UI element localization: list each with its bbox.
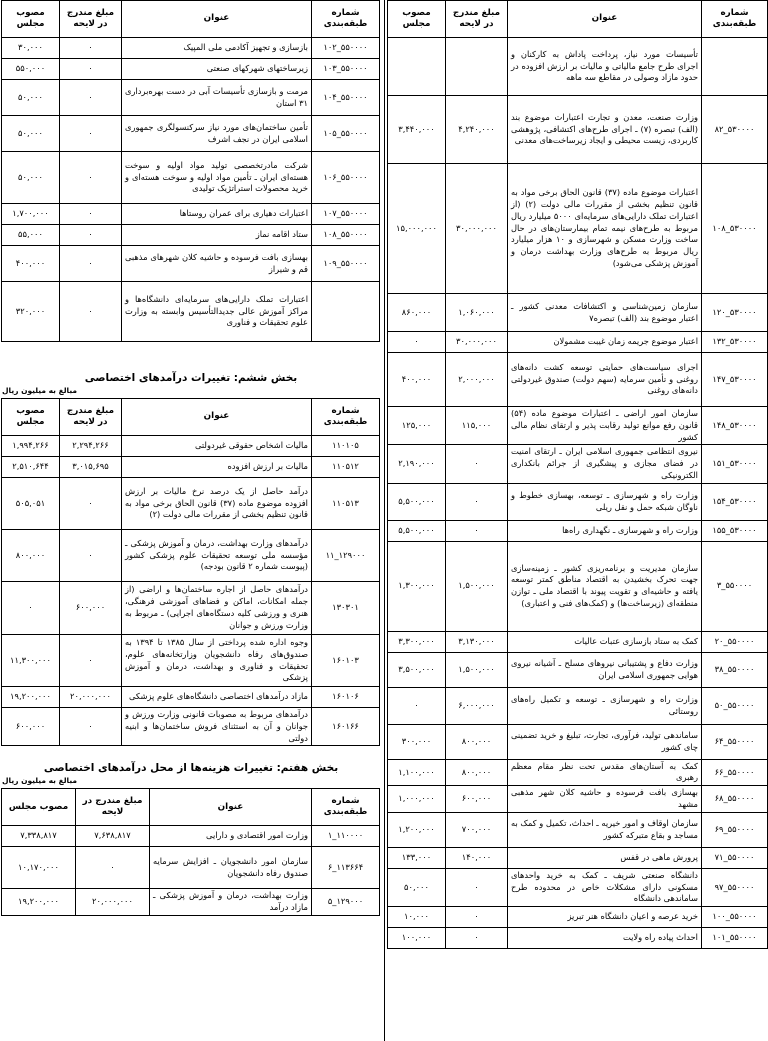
table-row — [2, 80, 380, 116]
cell-code: ۵۵۰۰۰۰_۶۸ — [702, 786, 768, 813]
cell-bill: ۷,۶۳۸,۸۱۷ — [76, 826, 150, 847]
cell-bill: ۳۰,۰۰۰,۰۰۰ — [446, 164, 508, 294]
header-bill: مبلغ مندرج در لایحه — [60, 1, 122, 38]
cell-code: ۵۳۰۰۰۰_۱۲۰ — [702, 294, 768, 332]
cell-title: کمک به ستاد بازسازی عتبات عالیات — [508, 631, 702, 652]
table-row — [2, 152, 380, 204]
cell-approved: ۵,۵۰۰,۰۰۰ — [388, 520, 446, 541]
cell-title: اعتبارات موضوع ماده (۳۷) قانون الحاق برخی مواد به قانون تنظیم بخشی از مقررات مالی دولت (۲) (از اعتبارات تملک دارایی‌های سرمایه‌ای ۵۰۰۰ میلیارد ریال مربوط به طرح‌های نیمه تمام بیمارستان‌های در حال ساخت وزارت مسکن و شهرسازی و ۱۰ هزار میلیارد ریال مربوط به طرح‌های وزارت بهداشت درمان و آموزش پزشکی می‌شود) — [508, 164, 702, 294]
cell-bill — [446, 38, 508, 96]
cell-code: ۵۵۰۰۰۰_۶۴ — [702, 724, 768, 759]
header-code: شماره طبقه‌بندی — [312, 789, 380, 826]
cell-bill: ۰ — [60, 225, 122, 246]
cell-bill: ۰ — [60, 80, 122, 116]
cell-approved: ۶۰۰,۰۰۰ — [2, 708, 60, 746]
cell-title: وجوه اداره شده پرداختی از سال ۱۳۸۵ تا ۱۳۹۴ به صندوق‌های رفاه دانشجویان وزارتخانه‌های علوم، تحقیقات و فناوری و بهداشت، درمان و آموزش پزشکی — [122, 635, 312, 687]
table-row — [2, 635, 380, 687]
cell-code: ۵۵۰۰۰۰_۹۷ — [702, 868, 768, 906]
cell-bill: ۲,۰۰۰,۰۰۰ — [446, 353, 508, 407]
cell-bill: ۰ — [446, 445, 508, 483]
header-bill: مبلغ مندرج در لایحه — [446, 1, 508, 38]
cell-approved: ۵۰,۰۰۰ — [2, 152, 60, 204]
cell-bill: ۶۰۰,۰۰۰ — [446, 786, 508, 813]
section7-title: بخش هفتم: تغییرات هزینه‌ها از محل درآمدهای اختصاصی — [43, 762, 339, 775]
table-header — [2, 789, 380, 826]
cell-bill: ۳,۰۱۵,۶۹۵ — [60, 457, 122, 478]
cell-bill: ۰ — [446, 868, 508, 906]
cell-code: ۱۶۰۱۰۶ — [312, 687, 380, 708]
cell-code: ۵۵۰۰۰۰_۶۶ — [702, 759, 768, 786]
table-row — [2, 530, 380, 582]
table-row — [388, 353, 768, 407]
header-title: عنوان — [508, 1, 702, 38]
table-row — [388, 907, 768, 928]
cell-approved: ۳,۴۴۰,۰۰۰ — [388, 96, 446, 164]
cell-code: ۵۵۰۰۰۰_۱۰۷ — [312, 204, 380, 225]
cell-bill: ۶,۰۰۰,۰۰۰ — [446, 687, 508, 724]
cell-bill: ۸۰۰,۰۰۰ — [446, 759, 508, 786]
cell-code: ۱۲۹۰۰۰_۱۱ — [312, 530, 380, 582]
cell-title: وزارت راه و شهرسازی ـ توسعه و تکمیل راه‌های روستائی — [508, 687, 702, 724]
cell-bill: ۰ — [60, 59, 122, 80]
table-row — [388, 847, 768, 868]
cell-approved: ۱۰,۰۰۰ — [388, 907, 446, 928]
table-row — [2, 708, 380, 746]
cell-title: درآمدهای حاصل از اجاره ساختمان‌ها و اراضی (از جمله امکانات، اماکن و فضاهای آموزشی فرهنگی، هنری و ورزشی کلیه دستگاه‌های اجرایی) ـ مربوط به وزارت ورزش و جوانان — [122, 582, 312, 635]
table-body — [2, 826, 380, 916]
header-approved: مصوب مجلس — [388, 1, 446, 38]
header-approved: مصوب مجلس — [2, 399, 60, 436]
cell-title: بهسازی بافت فرسوده و حاشیه کلان شهر مذهبی مشهد — [508, 786, 702, 813]
cell-code: ۵۵۰۰۰۰_۱۰۵ — [312, 116, 380, 152]
table-row — [2, 478, 380, 530]
table-row — [2, 847, 380, 889]
cell-code: ۵۵۰۰۰۰_۱۰۸ — [312, 225, 380, 246]
table-row — [2, 246, 380, 282]
cell-bill: ۱۱۵,۰۰۰ — [446, 407, 508, 445]
cell-bill: ۰ — [60, 708, 122, 746]
cell-title: کمک به آستان‌های مقدس تحت نظر مقام معظم رهبری — [508, 759, 702, 786]
cell-bill: ۱,۰۶۰,۰۰۰ — [446, 294, 508, 332]
table-row — [388, 687, 768, 724]
table-row — [2, 38, 380, 59]
cell-title: درآمدهای مربوط به مصوبات قانونی وزارت ورزش و جوانان و آن به استثنای فروش ساختمان‌ها و ابنیه دولتی — [122, 708, 312, 746]
cell-title: وزارت بهداشت، درمان و آموزش پزشکی ـ مازاد درآمد — [150, 889, 312, 916]
table-row — [2, 225, 380, 246]
cell-bill: ۰ — [446, 520, 508, 541]
cell-title: مازاد درآمدهای اختصاصی دانشگاه‌های علوم پزشکی — [122, 687, 312, 708]
cell-approved: ۱,۳۰۰,۰۰۰ — [388, 541, 446, 631]
cell-title: وزارت راه و شهرسازی ـ نگهداری راه‌ها — [508, 520, 702, 541]
cell-code: ۵۵۰۰۰۰_۶۹ — [702, 812, 768, 847]
table-row — [388, 812, 768, 847]
table-body — [2, 38, 380, 342]
cell-title: درآمدهای وزارت بهداشت، درمان و آموزش پزشکی ـ مؤسسه ملی توسعه تحقیقات علوم پزشکی کشور (پیوست شماره ۲ قانون بودجه) — [122, 530, 312, 582]
table-row — [2, 116, 380, 152]
cell-title: ساماندهی تولید، فرآوری، تجارت، تبلیغ و خرید تضمینی چای کشور — [508, 724, 702, 759]
cell-code: ۱۶۰۱۶۶ — [312, 708, 380, 746]
cell-bill: ۰ — [446, 483, 508, 520]
cell-code: ۱۱۰۵۱۲ — [312, 457, 380, 478]
cell-code: ۵۵۰۰۰۰_۱۰۱ — [702, 928, 768, 949]
left-column — [2, 0, 380, 916]
cell-bill: ۰ — [60, 204, 122, 225]
budget-table-left-top — [1, 0, 380, 342]
table-row — [2, 282, 380, 342]
cell-title: شرکت مادرتخصصی تولید مواد اولیه و سوخت هسته‌ای ایران ـ تأمین مواد اولیه و سوخت هسته‌ای و خرید محصولات استراتژیک تولیدی — [122, 152, 312, 204]
cell-title: سازمان اوقاف و امور خیریه ـ احداث، تکمیل و کمک به مساجد و بقاع متبرکه کشور — [508, 812, 702, 847]
table-body — [2, 436, 380, 746]
header-title: عنوان — [150, 789, 312, 826]
cell-approved: ۱,۱۰۰,۰۰۰ — [388, 759, 446, 786]
table-row — [388, 759, 768, 786]
table-body — [388, 38, 768, 949]
cell-bill: ۶۰۰,۰۰۰ — [60, 582, 122, 635]
cell-approved: ۲,۱۹۰,۰۰۰ — [388, 445, 446, 483]
cell-bill: ۰ — [60, 116, 122, 152]
cell-approved: ۱۹,۲۰۰,۰۰۰ — [2, 687, 60, 708]
cell-approved: ۵۰۵,۰۵۱ — [2, 478, 60, 530]
cell-approved: ۱,۰۰۰,۰۰۰ — [388, 786, 446, 813]
cell-approved: ۸۰۰,۰۰۰ — [2, 530, 60, 582]
cell-code — [702, 38, 768, 96]
right-column — [388, 0, 768, 949]
cell-code: ۵۳۰۰۰۰_۱۴۷ — [702, 353, 768, 407]
cell-code: ۵۵۰۰۰۰_۵۰ — [702, 687, 768, 724]
header-bill: مبلغ مندرج در لایحه — [60, 399, 122, 436]
cell-bill: ۴,۲۴۰,۰۰۰ — [446, 96, 508, 164]
section7-table — [1, 788, 380, 916]
cell-approved: ۸۶۰,۰۰۰ — [388, 294, 446, 332]
cell-code: ۵۵۰۰۰۰_۱۰۳ — [312, 59, 380, 80]
cell-title: خرید عرصه و اعیان دانشگاه هنر تبریز — [508, 907, 702, 928]
cell-approved: ۱۲۵,۰۰۰ — [388, 407, 446, 445]
table-row — [2, 457, 380, 478]
cell-title: وزارت امور اقتصادی و دارایی — [150, 826, 312, 847]
cell-title: بازسازی و تجهیز آکادمی ملی المپیک — [122, 38, 312, 59]
header-approved: مصوب مجلس — [2, 1, 60, 38]
header-title: عنوان — [122, 399, 312, 436]
cell-title: احداث پیاده راه ولایت — [508, 928, 702, 949]
table-row — [2, 582, 380, 635]
table-row — [388, 483, 768, 520]
cell-approved: ۱۱,۳۰۰,۰۰۰ — [2, 635, 60, 687]
header-approved: مصوب مجلس — [2, 789, 76, 826]
cell-bill: ۰ — [60, 635, 122, 687]
header-code: شماره طبقه‌بندی — [312, 1, 380, 38]
cell-code: ۱۱۰۵۱۳ — [312, 478, 380, 530]
cell-title: اعتبارات تملک دارایی‌های سرمایه‌ای دانشگاه‌ها و مراکز آموزش عالی جدیدالتأسیس وابسته به وزارت علوم تحقیقات و فناوری — [122, 282, 312, 342]
table-row — [388, 294, 768, 332]
cell-bill: ۰ — [60, 38, 122, 59]
cell-code: ۵۵۰۰۰۰_۱۰۴ — [312, 80, 380, 116]
cell-approved: ۳,۳۰۰,۰۰۰ — [388, 631, 446, 652]
header-title: عنوان — [122, 1, 312, 38]
table-row — [388, 520, 768, 541]
table-row — [388, 724, 768, 759]
cell-title: سازمان امور اراضی ـ اعتبارات موضوع ماده (۵۴) قانون رفع موانع تولید رقابت پذیر و ارتقای نظام مالی کشور — [508, 407, 702, 445]
cell-approved: ۱,۹۹۴,۲۶۶ — [2, 436, 60, 457]
table-row — [388, 631, 768, 652]
cell-title: نیروی انتظامی جمهوری اسلامی ایران ـ ارتقای امنیت در فضای مجازی و پیشگیری از جرائم بانکداری الکترونیکی — [508, 445, 702, 483]
cell-approved: ۳۰۰,۰۰۰ — [388, 724, 446, 759]
cell-title: تأسیسات مورد نیاز، پرداخت پاداش به کارکنان و اجرای طرح جامع مالیاتی و مالیات بر ارزش افزوده در حدود مازاد وصولی در مقاطع سه ماهه — [508, 38, 702, 96]
cell-approved: ۱۳۳,۰۰۰ — [388, 847, 446, 868]
cell-bill: ۳۰,۰۰۰,۰۰۰ — [446, 332, 508, 353]
table-row — [2, 826, 380, 847]
cell-code: ۵۵۰۰۰۰_۱۰۲ — [312, 38, 380, 59]
cell-approved: ۱۵,۰۰۰,۰۰۰ — [388, 164, 446, 294]
cell-code: ۵۵۰۰۰۰_۱۰۹ — [312, 246, 380, 282]
table-row — [388, 786, 768, 813]
cell-code: ۵۵۰۰۰۰_۳۸ — [702, 652, 768, 687]
cell-code — [312, 282, 380, 342]
table-row — [2, 204, 380, 225]
cell-approved: ۵۵,۰۰۰ — [2, 225, 60, 246]
table-row — [388, 652, 768, 687]
cell-approved: ۱۹,۲۰۰,۰۰۰ — [2, 889, 76, 916]
cell-approved: ۵۵۰,۰۰۰ — [2, 59, 60, 80]
table-row — [2, 687, 380, 708]
cell-code: ۵۳۰۰۰۰_۱۵۱ — [702, 445, 768, 483]
cell-title: وزارت دفاع و پشتیبانی نیروهای مسلح ـ آشیانه نیروی هوایی جمهوری اسلامی ایران — [508, 652, 702, 687]
header-code: شماره طبقه‌بندی — [702, 1, 768, 38]
cell-approved: ۳۰,۰۰۰ — [2, 38, 60, 59]
cell-bill: ۱,۵۰۰,۰۰۰ — [446, 541, 508, 631]
cell-code: ۵۳۰۰۰۰_۱۵۴ — [702, 483, 768, 520]
cell-bill: ۱,۵۰۰,۰۰۰ — [446, 652, 508, 687]
cell-approved: ۰ — [2, 582, 60, 635]
table-row — [388, 541, 768, 631]
cell-title: زیرساختهای شهرکهای صنعتی — [122, 59, 312, 80]
cell-title: ستاد اقامه نماز — [122, 225, 312, 246]
table-row — [388, 38, 768, 96]
cell-title: اعتبارات دهیاری برای عمران روستاها — [122, 204, 312, 225]
cell-title: اعتبار موضوع جریمه زمان غیبت مشمولان — [508, 332, 702, 353]
table-row — [2, 889, 380, 916]
cell-bill: ۸۰۰,۰۰۰ — [446, 724, 508, 759]
cell-code: ۱۱۰۱۰۵ — [312, 436, 380, 457]
header-code: شماره طبقه‌بندی — [312, 399, 380, 436]
cell-bill: ۲۰,۰۰۰,۰۰۰ — [76, 889, 150, 916]
cell-code: ۱۳۰۳۰۱ — [312, 582, 380, 635]
cell-approved: ۱۰۰,۰۰۰ — [388, 928, 446, 949]
cell-code: ۱۱۳۶۶۴_۶ — [312, 847, 380, 889]
cell-code: ۱۶۰۱۰۳ — [312, 635, 380, 687]
cell-code: ۵۳۰۰۰۰_۱۳۲ — [702, 332, 768, 353]
cell-title: بهسازی بافت فرسوده و حاشیه کلان شهرهای مذهبی قم و شیراز — [122, 246, 312, 282]
cell-bill: ۳,۱۳۰,۰۰۰ — [446, 631, 508, 652]
cell-approved: ۵۰,۰۰۰ — [388, 868, 446, 906]
table-row — [2, 436, 380, 457]
cell-code: ۱۱۰۰۰۰_۱ — [312, 826, 380, 847]
cell-bill: ۰ — [60, 282, 122, 342]
cell-title: سازمان امور دانشجویان ـ افزایش سرمایه صندوق رفاه دانشجویان — [150, 847, 312, 889]
cell-approved: ۷,۳۳۸,۸۱۷ — [2, 826, 76, 847]
section6-table — [1, 398, 380, 746]
cell-approved: ۰ — [388, 687, 446, 724]
cell-code: ۵۵۰۰۰۰_۷۱ — [702, 847, 768, 868]
cell-title: مالیات اشخاص حقوقی غیردولتی — [122, 436, 312, 457]
cell-approved: ۱۰,۱۷۰,۰۰۰ — [2, 847, 76, 889]
cell-bill: ۲,۲۹۴,۲۶۶ — [60, 436, 122, 457]
table-row — [388, 164, 768, 294]
column-divider — [384, 0, 385, 1041]
cell-approved: ۵۰,۰۰۰ — [2, 116, 60, 152]
cell-bill: ۰ — [446, 907, 508, 928]
section7-unit: مبالغ به میلیون ریال — [2, 776, 78, 786]
cell-bill: ۰ — [76, 847, 150, 889]
cell-code: ۵۵۰۰۰۰_۲۰ — [702, 631, 768, 652]
cell-bill: ۲۰,۰۰۰,۰۰۰ — [60, 687, 122, 708]
cell-bill: ۰ — [60, 478, 122, 530]
table-row — [2, 59, 380, 80]
cell-title: مرمت و بازسازی تأسیسات آبی در دست بهره‌برداری ۳۱ استان — [122, 80, 312, 116]
cell-code: ۵۵۰۰۰۰_۳ — [702, 541, 768, 631]
cell-title: تأمین ساختمان‌های مورد نیاز سرکنسولگری جمهوری اسلامی ایران در نجف اشرف — [122, 116, 312, 152]
table-row — [388, 868, 768, 906]
table-header — [2, 399, 380, 436]
cell-code: ۵۳۰۰۰۰_۱۵۵ — [702, 520, 768, 541]
cell-code: ۵۳۰۰۰۰_۸۲ — [702, 96, 768, 164]
section6-title: بخش ششم: تغییرات درآمدهای اختصاصی — [84, 372, 298, 384]
section6-unit: مبالغ به میلیون ریال — [2, 386, 78, 395]
cell-approved: ۴۰۰,۰۰۰ — [388, 353, 446, 407]
cell-code: ۵۵۰۰۰۰_۱۰۰ — [702, 907, 768, 928]
table-header — [2, 1, 380, 38]
table-row — [388, 445, 768, 483]
cell-title: سازمان زمین‌شناسی و اکتشافات معدنی کشور ـ اعتبار موضوع بند (الف) تبصره۷ — [508, 294, 702, 332]
cell-approved: ۱,۷۰۰,۰۰۰ — [2, 204, 60, 225]
cell-title: وزارت راه و شهرسازی ـ توسعه، بهسازی خطوط و ناوگان شبکه حمل و نقل ریلی — [508, 483, 702, 520]
cell-approved: ۳۲۰,۰۰۰ — [2, 282, 60, 342]
cell-title: مالیات بر ارزش افزوده — [122, 457, 312, 478]
cell-bill: ۰ — [446, 928, 508, 949]
cell-approved: ۲,۵۱۰,۶۴۴ — [2, 457, 60, 478]
cell-bill: ۷۰۰,۰۰۰ — [446, 812, 508, 847]
cell-code: ۱۲۹۰۰۰_۵ — [312, 889, 380, 916]
table-row — [388, 407, 768, 445]
cell-approved — [388, 38, 446, 96]
cell-title: وزارت صنعت، معدن و تجارت اعتبارات موضوع بند (الف) تبصره (۷) ـ اجرای طرح‌های اکتشافی، پژوهشی کاربردی، زیست محیطی و ایجاد زیرساخت‌های معدنی — [508, 96, 702, 164]
cell-approved: ۵,۵۰۰,۰۰۰ — [388, 483, 446, 520]
cell-bill: ۰ — [60, 246, 122, 282]
cell-title: درآمد حاصل از یک درصد نرخ مالیات بر ارزش افزوده موضوع ماده (۳۷) قانون الحاق برخی مواد به قانون تنظیم بخشی از مقررات مالی دولت (۲) — [122, 478, 312, 530]
cell-bill: ۰ — [60, 152, 122, 204]
cell-approved: ۴۰۰,۰۰۰ — [2, 246, 60, 282]
table-row — [388, 928, 768, 949]
cell-code: ۵۳۰۰۰۰_۱۴۸ — [702, 407, 768, 445]
cell-approved: ۳,۵۰۰,۰۰۰ — [388, 652, 446, 687]
cell-approved: ۰ — [388, 332, 446, 353]
cell-approved: ۵۰,۰۰۰ — [2, 80, 60, 116]
cell-title: اجرای سیاست‌های حمایتی توسعه کشت دانه‌های روغنی و تأمین سرمایه (سهم دولت) صندوق غیردولتی دانه‌های روغنی — [508, 353, 702, 407]
budget-table-right — [387, 0, 768, 949]
header-bill: مبلغ مندرج در لایحه — [76, 789, 150, 826]
cell-code: ۵۵۰۰۰۰_۱۰۶ — [312, 152, 380, 204]
cell-bill: ۰ — [60, 530, 122, 582]
table-row — [388, 332, 768, 353]
cell-code: ۵۳۰۰۰۰_۱۰۸ — [702, 164, 768, 294]
cell-approved: ۱,۲۰۰,۰۰۰ — [388, 812, 446, 847]
table-row — [388, 96, 768, 164]
table-header — [388, 1, 768, 38]
cell-title: سازمان مدیریت و برنامه‌ریزی کشور ـ زمینه‌سازی جهت تحرک بخشیدن به اقتصاد مناطق کمتر توسعه یافته و حاشیه‌ای و تقویت پیوند با اقتصاد ملی ـ توازن منطقه‌ای (زیرساخت‌ها) و (کمک‌های فنی و اعتباری) — [508, 541, 702, 631]
cell-title: دانشگاه صنعتی شریف ـ کمک به خرید واحدهای مسکونی دارای مشکلات خاص در محدوده طرح ساماندهی دانشگاه — [508, 868, 702, 906]
cell-title: پرورش ماهی در قفس — [508, 847, 702, 868]
cell-bill: ۱۴۰,۰۰۰ — [446, 847, 508, 868]
